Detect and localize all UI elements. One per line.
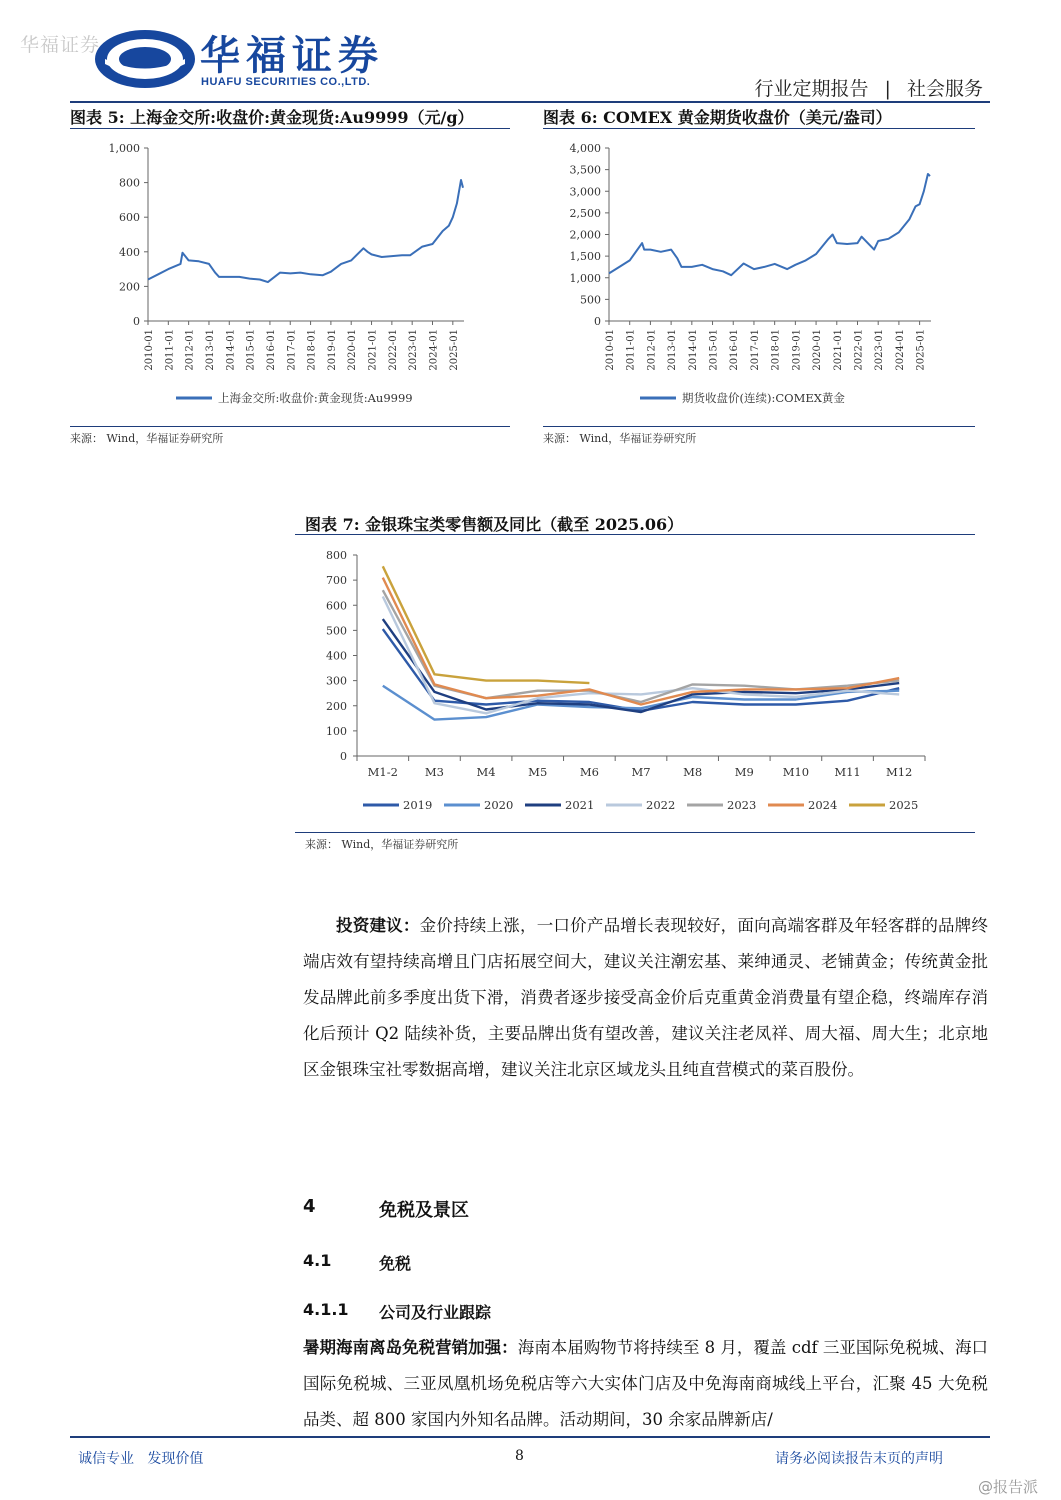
fig6-x-tick-label: 2017-01 (749, 329, 761, 371)
report-sector: 社会服务 (906, 78, 983, 100)
fig7-x-tick-label: M1-2 (367, 765, 398, 779)
fig5-x-tick-label: 2019-01 (326, 329, 338, 371)
fig7-legend-label: 2024 (808, 798, 838, 812)
footer-disclaimer: 请务必阅读报告末页的声明 (775, 1451, 943, 1467)
fig5-title: 图表 5: 上海金交所:收盘价:黄金现货:Au9999（元/g） (70, 108, 474, 127)
fig7-source: 来源： Wind，华福证券研究所 (305, 838, 459, 851)
fig6-x-tick-label: 2011-01 (625, 329, 637, 371)
fig5-x-tick-label: 2014-01 (225, 329, 237, 371)
fig5-y-tick-label: 400 (119, 245, 140, 259)
fig5-chart (70, 130, 510, 420)
fig6-x-tick-label: 2024-01 (894, 329, 906, 371)
section-4-1-number: 4.1 (303, 1251, 332, 1270)
fig6-y-tick-label: 3,000 (569, 185, 601, 199)
fig5-x-tick-label: 2017-01 (286, 329, 298, 371)
section-4-1-1-number: 4.1.1 (303, 1300, 349, 1319)
section-4-1-heading (303, 1251, 412, 1273)
fig7-x-tick-label: M5 (528, 765, 548, 779)
fig7-y-tick-label: 0 (340, 750, 347, 763)
fig6-y-tick-label: 2,000 (569, 228, 601, 242)
fig6-y-tick-label: 1,500 (569, 250, 601, 264)
company-name-en: HUAFU SECURITIES CO.,LTD. (201, 76, 371, 88)
fig7-y-tick-label: 600 (326, 599, 347, 613)
fig5-x-tick-label: 2023-01 (408, 329, 420, 371)
fig6-x-tick-label: 2019-01 (791, 329, 803, 371)
fig7-y-tick-label: 300 (326, 674, 347, 688)
fig7-legend-label: 2021 (565, 798, 595, 812)
source-watermark: @报告派 (978, 1478, 1039, 1496)
fig6-bottom-rule (543, 426, 975, 427)
fig7-legend-label: 2025 (889, 798, 919, 812)
fig7-y-tick-label: 700 (326, 574, 347, 588)
fig6-x-tick-label: 2025-01 (915, 329, 927, 371)
section-4-number: 4 (303, 1196, 316, 1217)
fig5-x-tick-label: 2012-01 (184, 329, 196, 371)
fig7-title: 图表 7: 金银珠宝类零售额及同比（截至 2025.06） (305, 515, 684, 534)
fig7-x-tick-label: M7 (631, 765, 651, 779)
fig7-x-tick-label: M3 (424, 765, 445, 779)
fig5-x-tick-label: 2025-01 (448, 329, 460, 371)
section-4-1-title: 免税 (379, 1254, 412, 1273)
fig5-y-tick-label: 1,000 (108, 142, 140, 155)
fig7-legend-label: 2020 (484, 798, 514, 812)
section-4-1-1-title: 公司及行业跟踪 (379, 1303, 492, 1322)
report-type: 行业定期报告 (754, 78, 869, 100)
fig5-x-tick-label: 2010-01 (144, 329, 155, 371)
fig6-x-tick-label: 2016-01 (729, 329, 741, 371)
fig6-x-tick-label: 2021-01 (832, 329, 844, 371)
fig7-series-line-2023 (383, 590, 899, 702)
fig5-x-tick-label: 2015-01 (245, 329, 257, 371)
fig6-y-tick-label: 2,500 (569, 206, 601, 220)
fig7-x-tick-label: M9 (734, 765, 754, 779)
fig6-x-tick-label: 2022-01 (853, 329, 865, 371)
fig6-x-tick-label: 2018-01 (770, 329, 782, 371)
fig5-title-rule (70, 128, 510, 129)
fig7-x-tick-label: M6 (579, 765, 599, 779)
fig7-x-tick-label: M11 (834, 765, 861, 779)
news-text: 海南本届购物节将持续至 8 月，覆盖 cdf 三亚国际免税城、海口国际免税城、三亚凤凰机场免税店等六大实体门店及中免海南商城线上平台，汇聚 45 大免税品类、超 800 家国内外知名品牌。活动期间，30 余家品牌新店/ (303, 1338, 989, 1429)
hainan-news-paragraph (303, 1330, 988, 1438)
fig5-y-tick-label: 600 (119, 211, 140, 225)
footer-slogan: 诚信专业 发现价值 (78, 1451, 204, 1467)
investment-advice (303, 908, 988, 1088)
fig5-source: 来源： Wind，华福证券研究所 (70, 432, 224, 445)
fig7-title-rule (295, 534, 975, 535)
fig7-x-tick-label: M8 (683, 765, 703, 779)
advice-label: 投资建议： (336, 916, 420, 935)
company-name-cn: 华福证券 (200, 33, 384, 79)
fig5-y-tick-label: 200 (119, 280, 140, 294)
fig7-y-tick-label: 500 (326, 624, 347, 638)
company-logo-icon (93, 28, 197, 90)
report-category (754, 74, 983, 101)
fig7-series-line-2024 (383, 578, 899, 705)
fig5-x-tick-label: 2018-01 (306, 329, 318, 371)
news-label: 暑期海南离岛免税营销加强： (303, 1338, 518, 1357)
fig7-y-tick-label: 100 (326, 724, 347, 738)
advice-text: 金价持续上涨，一口价产品增长表现较好，面向高端客群及年轻客群的品牌终端店效有望持续高增且门店拓展空间大，建议关注潮宏基、莱绅通灵、老铺黄金；传统黄金批发品牌此前多季度出货下滑，消费者逐步接受高金价后克重黄金消费量有望企稳，终端库存消化后预计 Q2 陆续补货，主要品牌出货有望改善，建议关注老凤祥、周大福、周大生；北京地区金银珠宝社零数据高增，建议关注北京区域龙头且纯直营模式的菜百股份。 (303, 916, 989, 1079)
header-divider (70, 101, 990, 103)
section-4-heading (303, 1196, 469, 1221)
fig7-y-tick-label: 800 (326, 549, 347, 562)
fig5-x-tick-label: 2024-01 (428, 329, 440, 371)
section-4-1-1-heading (303, 1300, 492, 1322)
fig6-x-tick-label: 2013-01 (667, 329, 679, 371)
fig7-y-tick-label: 400 (326, 649, 347, 663)
fig6-y-tick-label: 1,000 (569, 271, 601, 285)
fig5-y-tick-label: 800 (119, 176, 140, 190)
fig6-title-rule (543, 128, 975, 129)
fig5-x-tick-label: 2021-01 (367, 329, 379, 371)
fig5-x-tick-label: 2016-01 (265, 329, 277, 371)
fig7-legend-label: 2023 (727, 798, 757, 812)
fig7-legend-label: 2019 (403, 798, 433, 812)
fig7-y-tick-label: 200 (326, 699, 347, 713)
fig7-series-line-2025 (383, 566, 590, 683)
section-4-title: 免税及景区 (379, 1200, 469, 1221)
fig6-x-tick-label: 2010-01 (605, 329, 616, 371)
fig6-y-tick-label: 500 (580, 293, 601, 307)
fig6-y-tick-label: 3,500 (569, 163, 601, 177)
fig6-y-tick-label: 0 (594, 315, 601, 328)
fig6-x-tick-label: 2015-01 (708, 329, 720, 371)
fig5-x-tick-label: 2020-01 (347, 329, 359, 371)
fig6-x-tick-label: 2020-01 (812, 329, 824, 371)
footer-divider (70, 1436, 990, 1438)
fig6-x-tick-label: 2012-01 (646, 329, 658, 371)
fig5-series-line (148, 180, 463, 282)
fig6-chart (543, 130, 975, 420)
fig7-x-tick-label: M10 (782, 765, 810, 779)
fig5-x-tick-label: 2022-01 (387, 329, 399, 371)
watermark: 华福证券 (20, 34, 101, 56)
fig5-x-tick-label: 2011-01 (164, 329, 176, 371)
fig7-series-line-2019 (383, 629, 899, 711)
fig7-x-tick-label: M12 (885, 765, 913, 779)
fig6-series-line (609, 174, 930, 275)
fig6-y-tick-label: 4,000 (569, 142, 601, 155)
fig5-bottom-rule (70, 426, 510, 427)
fig6-legend-label: 期货收盘价(连续):COMEX黄金 (682, 391, 845, 405)
header-separator: | (884, 78, 891, 100)
fig7-series-line-2021 (383, 619, 899, 712)
fig5-legend-label: 上海金交所:收盘价:黄金现货:Au9999 (218, 391, 413, 405)
fig6-x-tick-label: 2023-01 (874, 329, 886, 371)
fig7-x-tick-label: M4 (476, 765, 496, 779)
fig7-chart (295, 538, 975, 828)
fig6-x-tick-label: 2014-01 (687, 329, 699, 371)
fig7-bottom-rule (295, 832, 975, 833)
fig6-title: 图表 6: COMEX 黄金期货收盘价（美元/盎司） (543, 108, 892, 127)
page-number: 8 (515, 1448, 524, 1464)
fig5-x-tick-label: 2013-01 (204, 329, 216, 371)
fig5-y-tick-label: 0 (133, 315, 140, 328)
fig6-source: 来源： Wind，华福证券研究所 (543, 432, 697, 445)
fig7-legend-label: 2022 (646, 798, 676, 812)
